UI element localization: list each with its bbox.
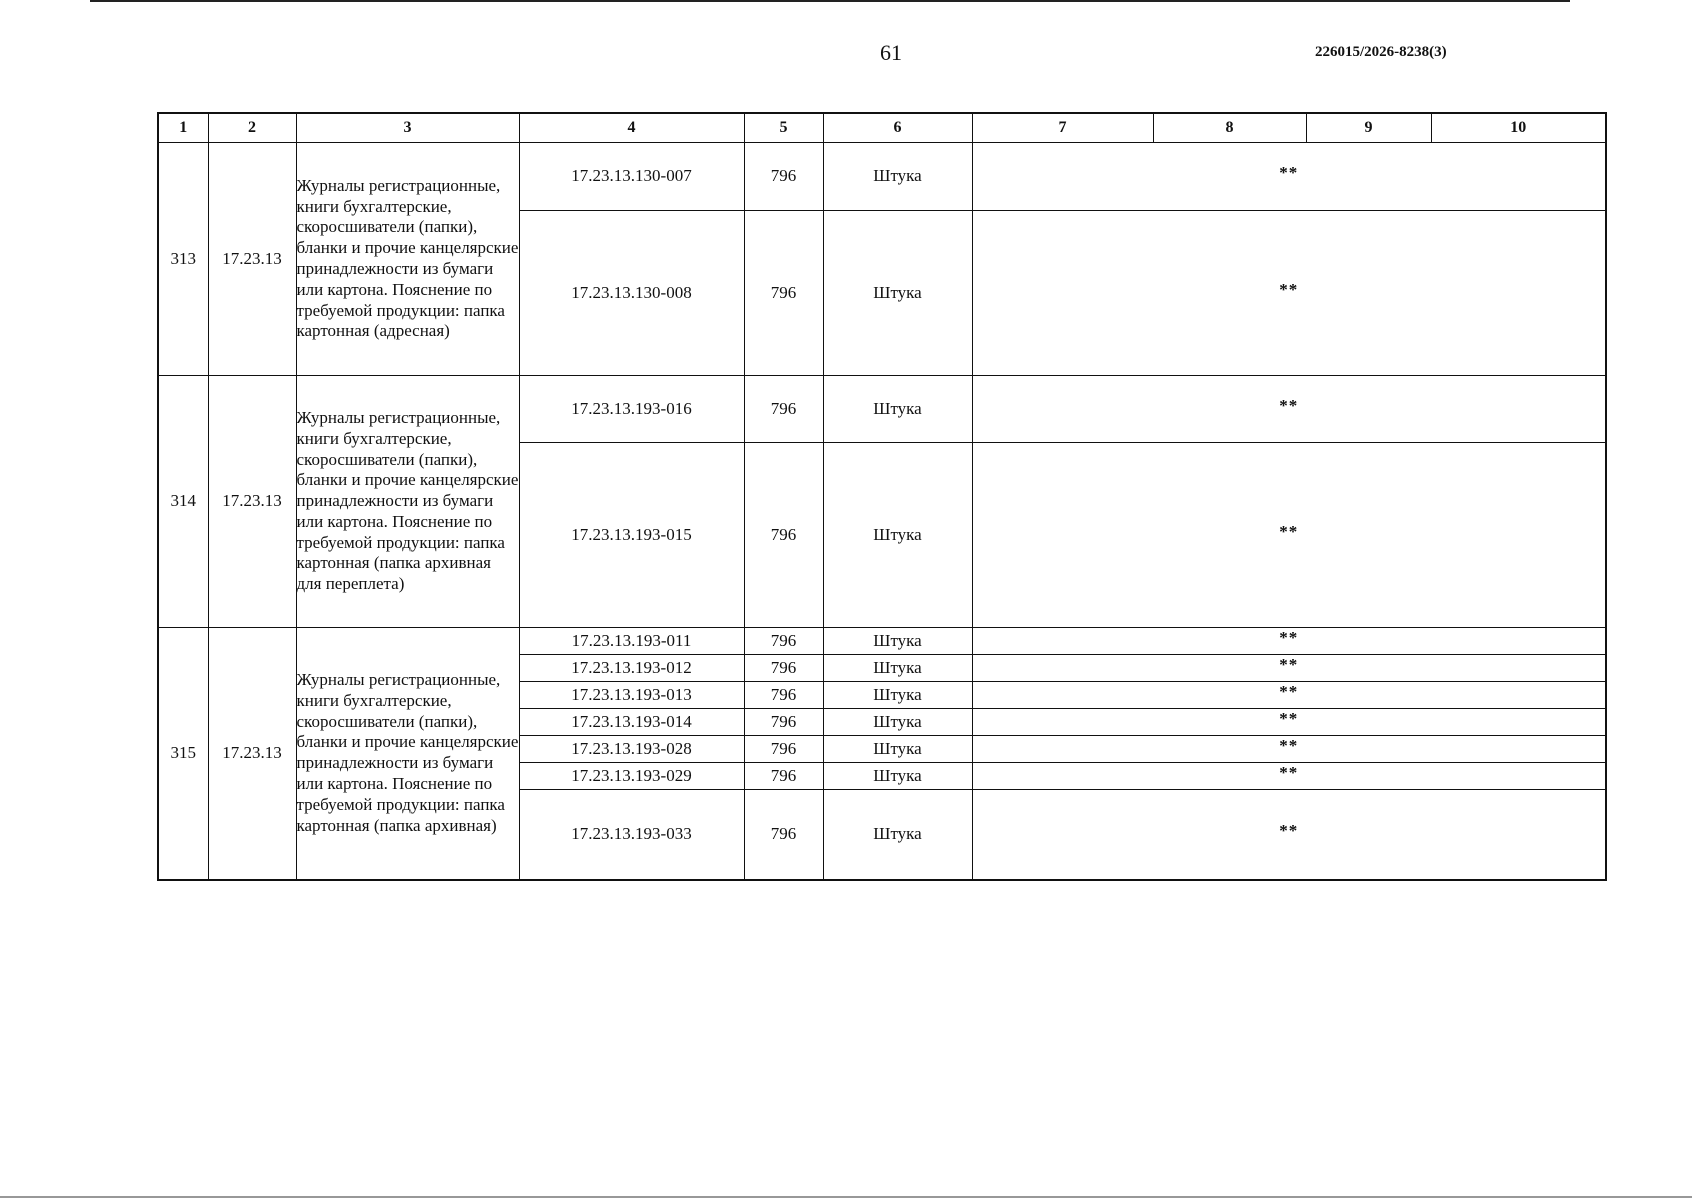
column-header: 4 bbox=[519, 113, 744, 143]
note-marker: ** bbox=[1279, 820, 1299, 840]
unit-name: Штука bbox=[823, 655, 972, 682]
row-number: 314 bbox=[158, 376, 208, 628]
unit-name: Штука bbox=[823, 736, 972, 763]
okpd-code: 17.23.13 bbox=[208, 628, 296, 880]
column-header: 10 bbox=[1431, 113, 1606, 143]
column-header: 2 bbox=[208, 113, 296, 143]
unit-code: 796 bbox=[744, 443, 823, 628]
unit-name: Штука bbox=[823, 211, 972, 376]
column-header: 9 bbox=[1306, 113, 1431, 143]
unit-code: 796 bbox=[744, 628, 823, 655]
note-marker: ** bbox=[1279, 279, 1299, 299]
item-code: 17.23.13.130-007 bbox=[519, 143, 744, 211]
row-number: 313 bbox=[158, 143, 208, 376]
item-code: 17.23.13.193-014 bbox=[519, 709, 744, 736]
item-code: 17.23.13.193-033 bbox=[519, 790, 744, 880]
unit-code: 796 bbox=[744, 211, 823, 376]
item-code: 17.23.13.193-028 bbox=[519, 736, 744, 763]
unit-name: Штука bbox=[823, 376, 972, 443]
item-code: 17.23.13.130-008 bbox=[519, 211, 744, 376]
note-marker: ** bbox=[1279, 395, 1299, 415]
table-row bbox=[158, 628, 1606, 655]
row-number: 315 bbox=[158, 628, 208, 880]
table-row bbox=[158, 376, 1606, 443]
note-marker: ** bbox=[1279, 681, 1299, 701]
column-header: 5 bbox=[744, 113, 823, 143]
unit-code: 796 bbox=[744, 790, 823, 880]
column-header: 3 bbox=[296, 113, 519, 143]
unit-name: Штука bbox=[823, 443, 972, 628]
unit-name: Штука bbox=[823, 628, 972, 655]
column-number-row bbox=[158, 113, 1606, 143]
column-header: 8 bbox=[1153, 113, 1306, 143]
item-code: 17.23.13.193-015 bbox=[519, 443, 744, 628]
note-marker: ** bbox=[1279, 654, 1299, 674]
note-marker: ** bbox=[1279, 521, 1299, 541]
bottom-border-line bbox=[0, 1196, 1692, 1198]
top-border-line bbox=[90, 0, 1570, 2]
note-marker: ** bbox=[1279, 163, 1299, 183]
document-code: 226015/2026-8238(3) bbox=[1315, 44, 1447, 60]
product-table bbox=[157, 112, 1607, 881]
unit-name: Штука bbox=[823, 790, 972, 880]
page-number: 61 bbox=[880, 40, 902, 65]
note-marker: ** bbox=[1279, 708, 1299, 728]
column-header: 6 bbox=[823, 113, 972, 143]
column-header: 1 bbox=[158, 113, 208, 143]
product-description: Журналы регистрационные, книги бухгалтерские, скоросшиватели (папки), бланки и прочие канцелярские принадлежности из бумаги или картона. Пояснение по требуемой продукции: папка картонная (папка архивная) bbox=[296, 628, 519, 880]
item-code: 17.23.13.193-016 bbox=[519, 376, 744, 443]
note-marker: ** bbox=[1279, 735, 1299, 755]
column-header: 7 bbox=[972, 113, 1153, 143]
unit-name: Штука bbox=[823, 709, 972, 736]
item-code: 17.23.13.193-011 bbox=[519, 628, 744, 655]
table-row bbox=[158, 143, 1606, 211]
unit-name: Штука bbox=[823, 143, 972, 211]
unit-code: 796 bbox=[744, 736, 823, 763]
unit-name: Штука bbox=[823, 682, 972, 709]
unit-code: 796 bbox=[744, 763, 823, 790]
unit-code: 796 bbox=[744, 709, 823, 736]
unit-name: Штука bbox=[823, 763, 972, 790]
product-description: Журналы регистрационные, книги бухгалтерские, скоросшиватели (папки), бланки и прочие канцелярские принадлежности из бумаги или картона. Пояснение по требуемой продукции: папка картонная (адресная) bbox=[296, 143, 519, 376]
item-code: 17.23.13.193-029 bbox=[519, 763, 744, 790]
unit-code: 796 bbox=[744, 682, 823, 709]
item-code: 17.23.13.193-013 bbox=[519, 682, 744, 709]
item-code: 17.23.13.193-012 bbox=[519, 655, 744, 682]
okpd-code: 17.23.13 bbox=[208, 376, 296, 628]
unit-code: 796 bbox=[744, 376, 823, 443]
unit-code: 796 bbox=[744, 655, 823, 682]
note-marker: ** bbox=[1279, 627, 1299, 647]
okpd-code: 17.23.13 bbox=[208, 143, 296, 376]
note-marker: ** bbox=[1279, 762, 1299, 782]
unit-code: 796 bbox=[744, 143, 823, 211]
product-description: Журналы регистрационные, книги бухгалтерские, скоросшиватели (папки), бланки и прочие канцелярские принадлежности из бумаги или картона. Пояснение по требуемой продукции: папка картонная (папка архивная для переплета) bbox=[296, 376, 519, 628]
